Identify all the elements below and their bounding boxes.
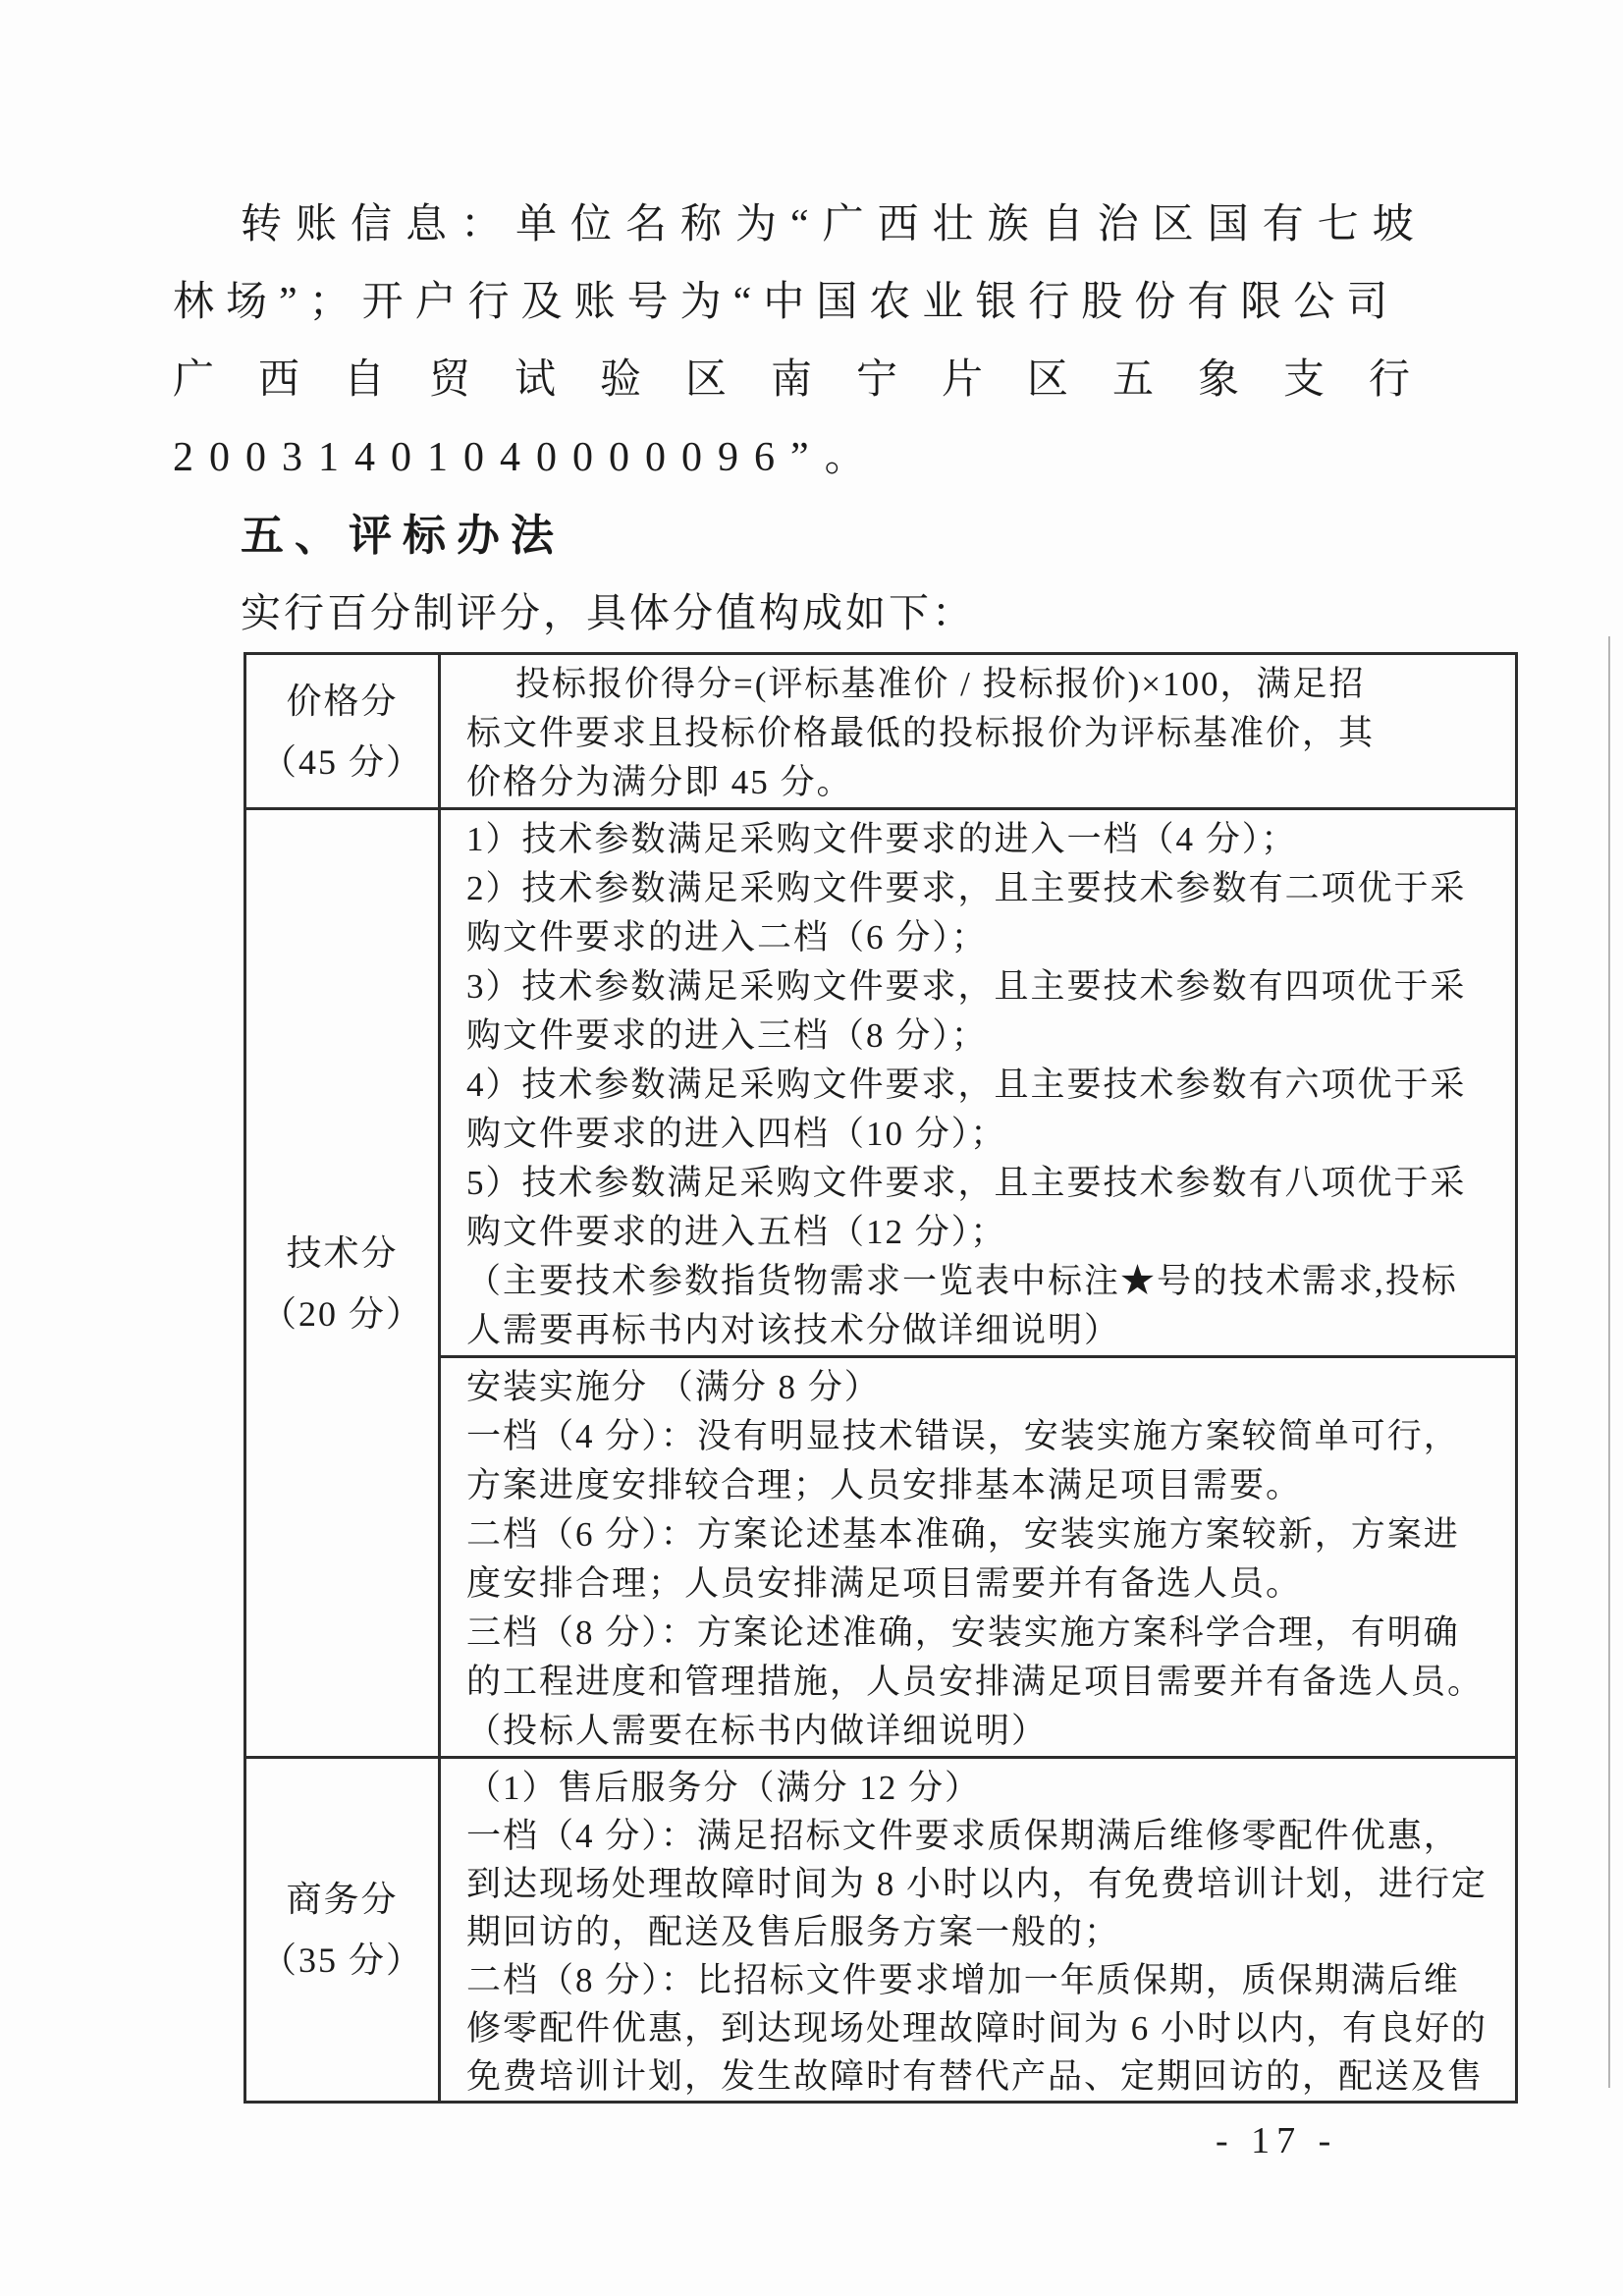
cell-line: 方案进度安排较合理；人员安排基本满足项目需要。 [466, 1466, 1303, 1504]
table-row-price [245, 654, 1517, 809]
price-score-header [245, 654, 440, 809]
cell-line: 到达现场处理故障时间为 8 小时以内，有免费培训计划，进行定 [466, 1865, 1488, 1903]
technical-score-header [245, 809, 440, 1758]
price-score-cell [440, 654, 1517, 809]
cell-line: 1）技术参数满足采购文件要求的进入一档（4 分）； [466, 820, 1298, 858]
business-score-header [245, 1758, 440, 2103]
cell-line: 修零配件优惠，到达现场处理故障时间为 6 小时以内，有良好的 [466, 2009, 1488, 2048]
cell-line: 的工程进度和管理措施，人员安排满足项目需要并有备选人员。 [466, 1663, 1485, 1701]
cell-line: 二档（8 分）：比招标文件要求增加一年质保期，质保期满后维 [466, 1961, 1460, 1999]
cell-line: （主要技术参数指货物需求一览表中标注★号的技术需求,投标 [466, 1262, 1458, 1300]
cell-line: 投标报价得分=(评标基准价 / 投标报价)×100，满足招 [515, 665, 1366, 703]
cell-line: 一档（4 分）：没有明显技术错误，安装实施方案较简单可行， [466, 1417, 1460, 1455]
cell-line: 价格分为满分即 45 分。 [466, 763, 853, 801]
paragraph-line: 转账信息：单位名称为“广西壮族自治区国有七坡 [241, 202, 1428, 247]
cell-line: （1）售后服务分（满分 12 分） [466, 1769, 982, 1807]
technical-score-label: 技术分 [286, 1232, 399, 1273]
cell-line: 3）技术参数满足采购文件要求，且主要技术参数有四项优于采 [466, 967, 1467, 1006]
cell-line: 5）技术参数满足采购文件要求，且主要技术参数有八项优于采 [466, 1164, 1467, 1202]
price-score-label: 价格分 [286, 681, 399, 721]
cell-line: （投标人需要在标书内做详细说明） [466, 1712, 1049, 1750]
business-score-cell [440, 1758, 1517, 2103]
cell-line: 购文件要求的进入四档（10 分）； [466, 1115, 1007, 1153]
cell-line: 度安排合理；人员安排满足项目需要并有备选人员。 [466, 1564, 1303, 1603]
cell-line: 一档（4 分）：满足招标文件要求质保期满后维修零配件优惠， [466, 1817, 1460, 1855]
evaluation-table [243, 652, 1518, 2104]
technical-parameters-cell [440, 809, 1517, 1357]
cell-line: 免费培训计划，发生故障时有替代产品、定期回访的，配送及售 [466, 2057, 1485, 2096]
paragraph-line: 广西自贸试验区南宁片区五象支行 [173, 357, 1455, 403]
scan-artifact-line [1608, 636, 1610, 2088]
cell-line: 购文件要求的进入五档（12 分）； [466, 1213, 1007, 1251]
page-number: - 17 - [1216, 2120, 1338, 2161]
cell-line: 4）技术参数满足采购文件要求，且主要技术参数有六项优于采 [466, 1066, 1467, 1104]
paragraph-line: 林场”；开户行及账号为“中国农业银行股份有限公司 [173, 280, 1400, 325]
bank-account-number: 20031401040000096”。 [173, 435, 882, 480]
cell-line: 三档（8 分）：方案论述准确，安装实施方案科学合理，有明确 [466, 1613, 1460, 1652]
section-heading: 五、评标办法 [241, 512, 565, 560]
technical-score-points: （20 分） [260, 1293, 423, 1334]
transfer-info-paragraph [173, 187, 1469, 652]
cell-line: 人需要再标书内对该技术分做详细说明） [466, 1311, 1121, 1349]
table-row-technical [245, 809, 1517, 1357]
cell-line: 标文件要求且投标价格最低的投标报价为评标基准价，其 [466, 714, 1376, 752]
cell-line: 购文件要求的进入三档（8 分）； [466, 1016, 988, 1055]
price-score-points: （45 分） [260, 741, 423, 782]
cell-line: 期回访的，配送及售后服务方案一般的； [466, 1913, 1121, 1951]
installation-score-cell [440, 1357, 1517, 1758]
section-intro: 实行百分制评分，具体分值构成如下： [241, 590, 975, 635]
cell-line: 购文件要求的进入二档（6 分）； [466, 918, 988, 957]
cell-line: 二档（6 分）：方案论述基本准确，安装实施方案较新，方案进 [466, 1515, 1460, 1554]
table-row-business [245, 1758, 1517, 2103]
business-score-points: （35 分） [260, 1941, 423, 1980]
cell-line: 安装实施分 （满分 8 分） [466, 1368, 881, 1406]
cell-line: 2）技术参数满足采购文件要求，且主要技术参数有二项优于采 [466, 869, 1467, 907]
business-score-label: 商务分 [286, 1880, 399, 1919]
